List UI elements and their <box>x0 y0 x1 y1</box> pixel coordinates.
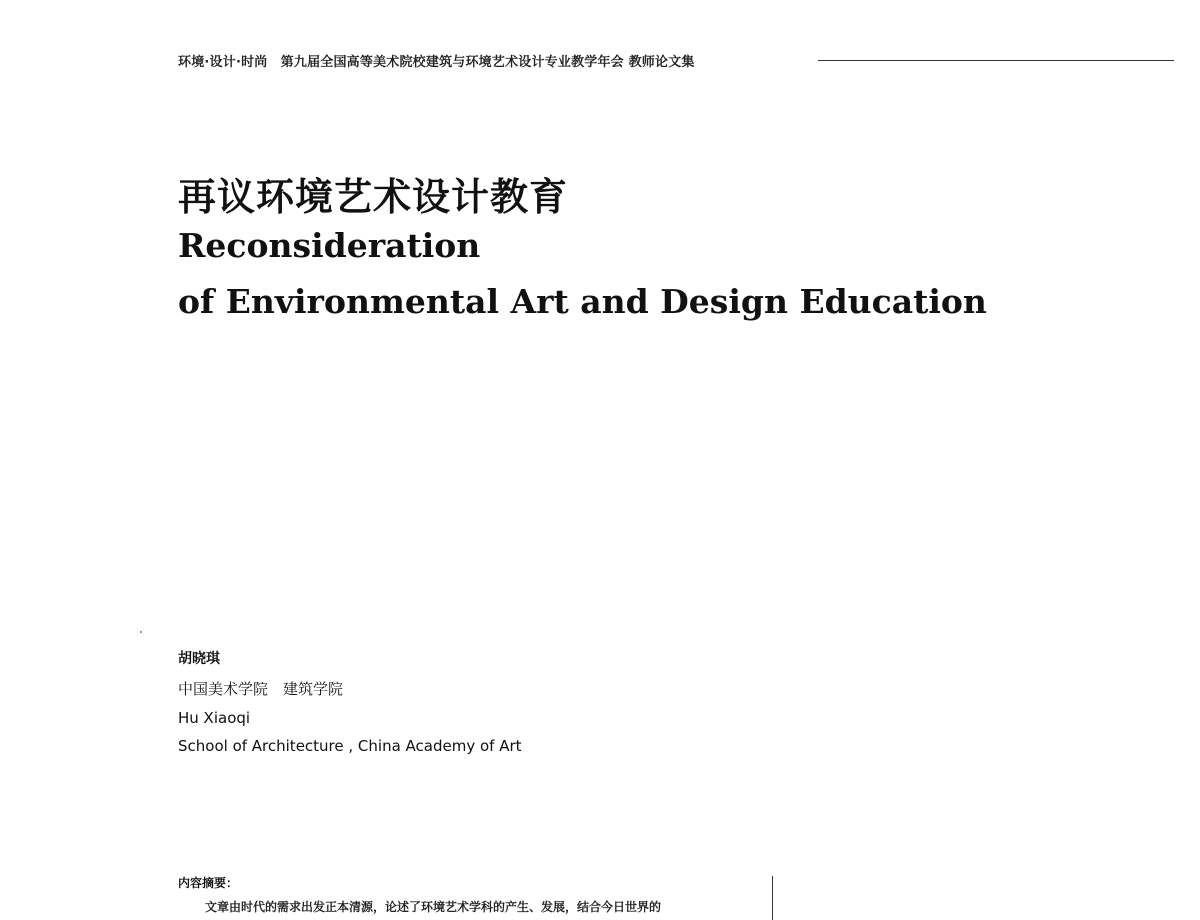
affiliation-english: School of Architecture , China Academy of Art <box>178 737 522 755</box>
running-header: 环境·设计·时尚 第九届全国高等美术院校建筑与环境艺术设计专业教学年会 教师论文集 <box>178 55 695 70</box>
scan-speck <box>140 631 142 633</box>
header-rule <box>818 60 1174 61</box>
title-english-line-1: Reconsideration <box>178 226 481 265</box>
title-chinese: 再议环境艺术设计教育 <box>178 174 569 219</box>
author-block <box>178 648 522 755</box>
title-english-line-2: of Environmental Art and Design Education <box>178 282 987 321</box>
author-name-chinese: 胡晓琪 <box>178 651 220 667</box>
abstract-text: 文章由时代的需求出发正本清源，论述了环境艺术学科的产生、发展，结合今日世界的 <box>205 900 662 914</box>
column-divider <box>772 876 773 920</box>
author-name-english: Hu Xiaoqi <box>178 709 251 727</box>
affiliation-chinese: 中国美术学院 建筑学院 <box>178 680 344 698</box>
abstract-label: 内容摘要： <box>178 876 239 890</box>
